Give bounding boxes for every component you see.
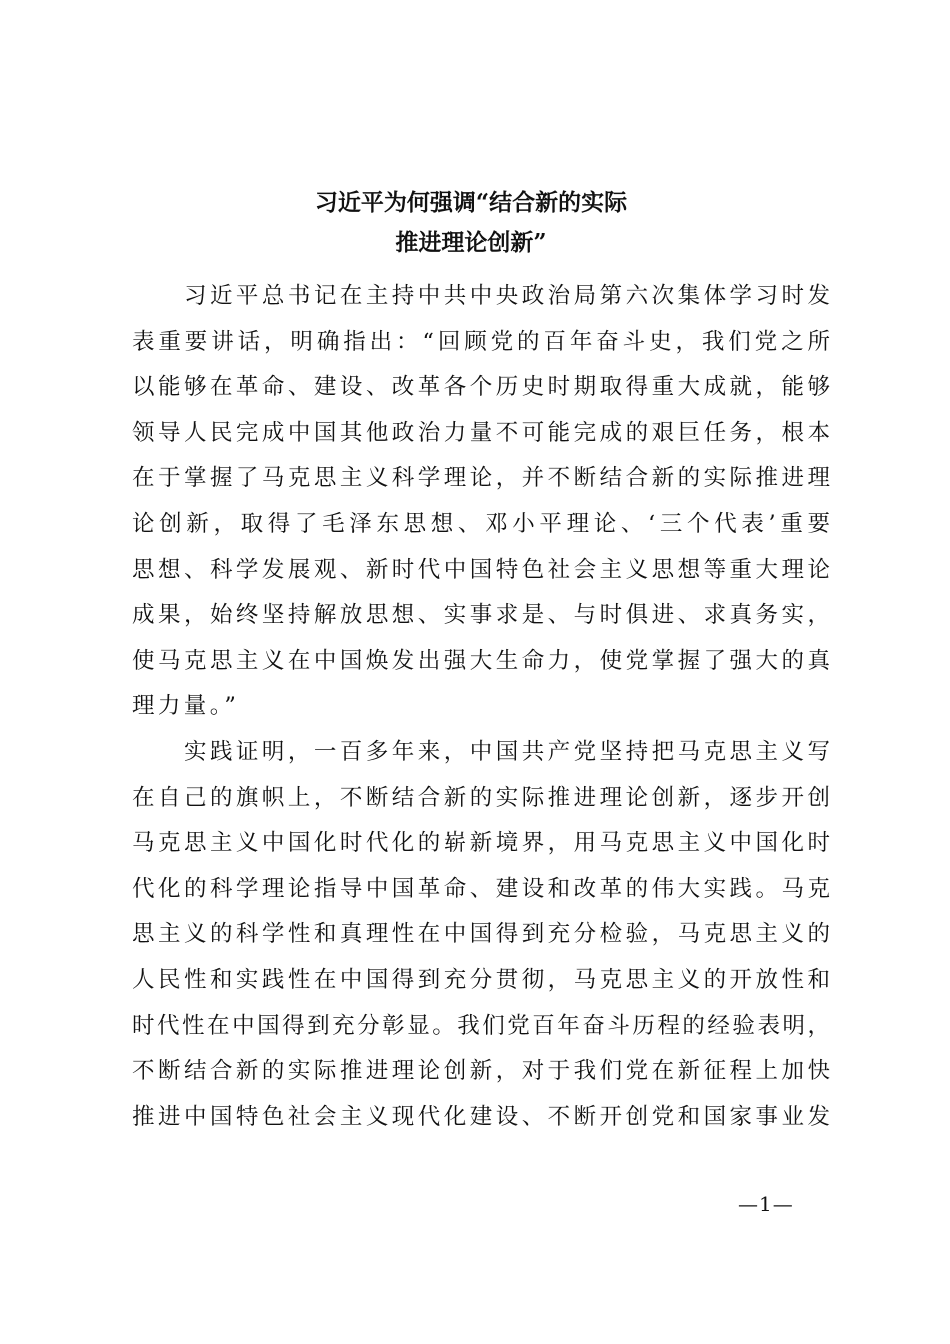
text-line: 成果，始终坚持解放思想、实事求是、与时俱进、求真务实， — [132, 602, 830, 629]
text-line: 推进中国特色社会主义现代化建设、不断开创党和国家事业发 — [132, 1103, 830, 1130]
text-line: 在自己的旗帜上，不断结合新的实际推进理论创新，逐步开创 — [132, 784, 830, 811]
text-line: 习近平总书记在主持中共中央政治局第六次集体学习时发 — [132, 283, 830, 309]
text-line: 不断结合新的实际推进理论创新，对于我们党在新征程上加快 — [132, 1058, 830, 1085]
text-line: 实践证明，一百多年来，中国共产党坚持把马克思主义写 — [132, 738, 830, 765]
text-line: 以能够在革命、建设、改革各个历史时期取得重大成就，能够 — [132, 374, 830, 401]
text-line: 思想、科学发展观、新时代中国特色社会主义思想等重大理论 — [132, 556, 830, 583]
document-body — [132, 280, 830, 1146]
paragraph — [132, 280, 830, 736]
text-line: 人民性和实践性在中国得到充分贯彻，马克思主义的开放性和 — [132, 966, 830, 993]
text-line: 领导人民完成中国其他政治力量不可能完成的艰巨任务，根本 — [132, 419, 830, 446]
text-line: 表重要讲话，明确指出：“回顾党的百年奋斗史，我们党之所 — [132, 328, 830, 355]
document-title-line-2: 推进理论创新” — [395, 229, 547, 256]
text-line: 代化的科学理论指导中国革命、建设和改革的伟大实践。马克 — [132, 875, 830, 902]
text-line: 时代性在中国得到充分彰显。我们党百年奋斗历程的经验表明， — [132, 1012, 830, 1039]
text-line: 思主义的科学性和真理性在中国得到充分检验，马克思主义的 — [132, 921, 830, 948]
document-title-line-1: 习近平为何强调“结合新的实际 — [314, 189, 628, 216]
paragraph — [132, 736, 830, 1146]
text-line: 论创新，取得了毛泽东思想、邓小平理论、‘三个代表’重要 — [132, 510, 830, 537]
text-line: 在于掌握了马克思主义科学理论，并不断结合新的实际推进理 — [132, 465, 830, 492]
page-number: —1— — [738, 1192, 794, 1216]
text-line: 使马克思主义在中国焕发出强大生命力，使党掌握了强大的真 — [132, 647, 830, 674]
text-line: 理力量。” — [132, 693, 240, 720]
text-line: 马克思主义中国化时代化的崭新境界，用马克思主义中国化时 — [132, 830, 830, 857]
